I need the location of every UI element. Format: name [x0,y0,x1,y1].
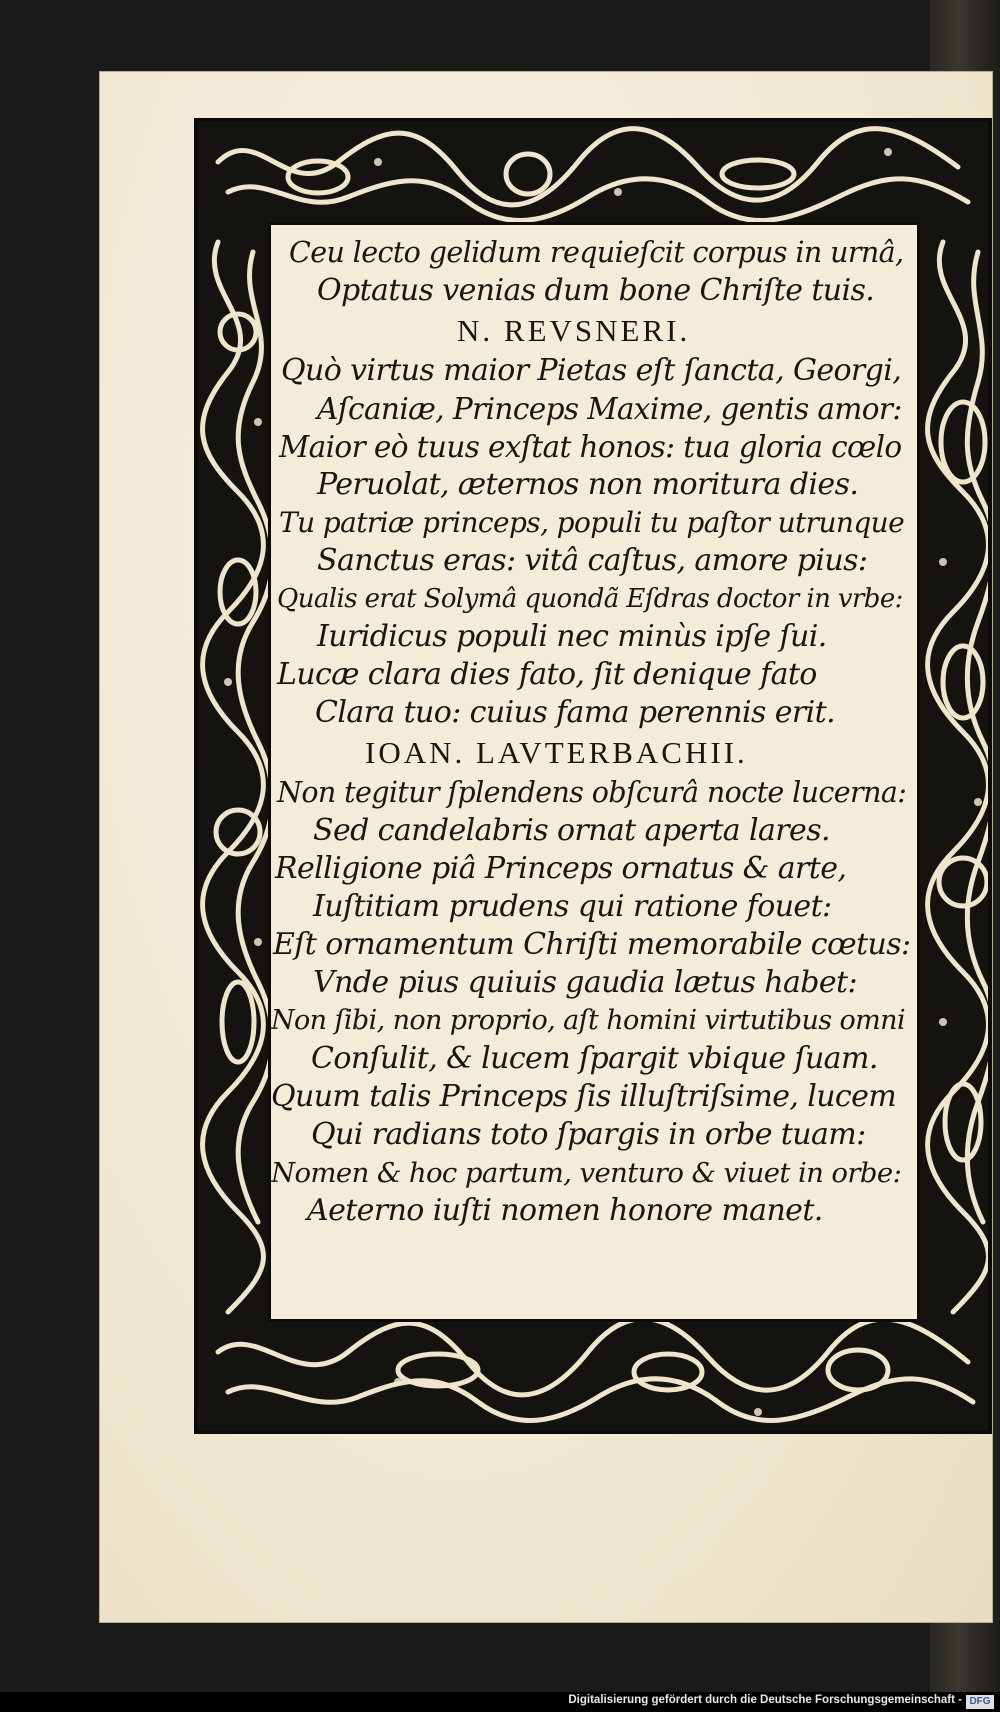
verse-line: Non ſibi, non proprio, aſt homini virtutibus omni [271,1005,905,1036]
verse-line: Relligione piâ Princeps ornatus & arte, [275,851,847,886]
verse-line: Non tegitur ſplendens obſcurâ nocte lucerna: [277,776,907,809]
dfg-logo-icon: DFG [966,1695,994,1709]
verse-line: Lucæ clara dies fato, ſit denique fato [277,657,817,692]
verse-line: Sed candelabris ornat aperta lares. [313,813,830,848]
author-heading: IOAN. LAVTERBACHII. [365,735,748,770]
digitization-footer [0,1692,1000,1712]
verse-line: Eſt ornamentum Chriſti memorabile cœtus: [273,927,911,962]
text-panel [268,222,920,1322]
verse-line: Iuſtitiam prudens qui ratione fouet: [313,889,832,924]
verse-line: Qui radians toto ſpargis in orbe tuam: [311,1117,866,1152]
verse-line: Ceu lecto gelidum requieſcit corpus in urnâ, [289,236,904,269]
verse-line: Conſulit, & lucem ſpargit vbique ſuam. [311,1041,878,1076]
verse-line: Qualis erat Solymâ quondã Eſdras doctor in vrbe: [277,584,903,614]
verse-line: Clara tuo: cuius fama perennis erit. [315,695,836,730]
verse-line: Aſcaniæ, Princeps Maxime, gentis amor: [317,392,902,426]
verse-line: Quò virtus maior Pietas eſt ſancta, Georgi, [281,353,902,388]
funding-credit: Digitalisierung gefördert durch die Deutsche Forschungsgemeinschaft - [568,1694,962,1706]
verse-line: Aeterno iuſti nomen honore manet. [307,1193,823,1228]
verse-line: Vnde pius quiuis gaudia lætus habet: [313,965,857,1000]
verse-line: Peruolat, æternos non moritura dies. [317,467,859,502]
verse-line: Quum talis Princeps ſis illuſtriſsime, lucem [271,1079,897,1114]
verse-line: Iuridicus populi nec minùs ipſe ſui. [317,619,827,654]
author-heading: N. REVSNERI. [457,313,691,348]
verse-line: Tu patriæ princeps, populi tu paſtor utrunque [279,506,905,539]
verse-line: Optatus venias dum bone Chriſte tuis. [317,273,875,308]
verse-line: Maior eò tuus exſtat honos: tua gloria cœlo [279,430,902,464]
verse-line: Nomen & hoc partum, venturo & viuet in orbe: [271,1157,902,1189]
verse-line: Sanctus eras: vitâ caſtus, amore pius: [317,543,868,578]
